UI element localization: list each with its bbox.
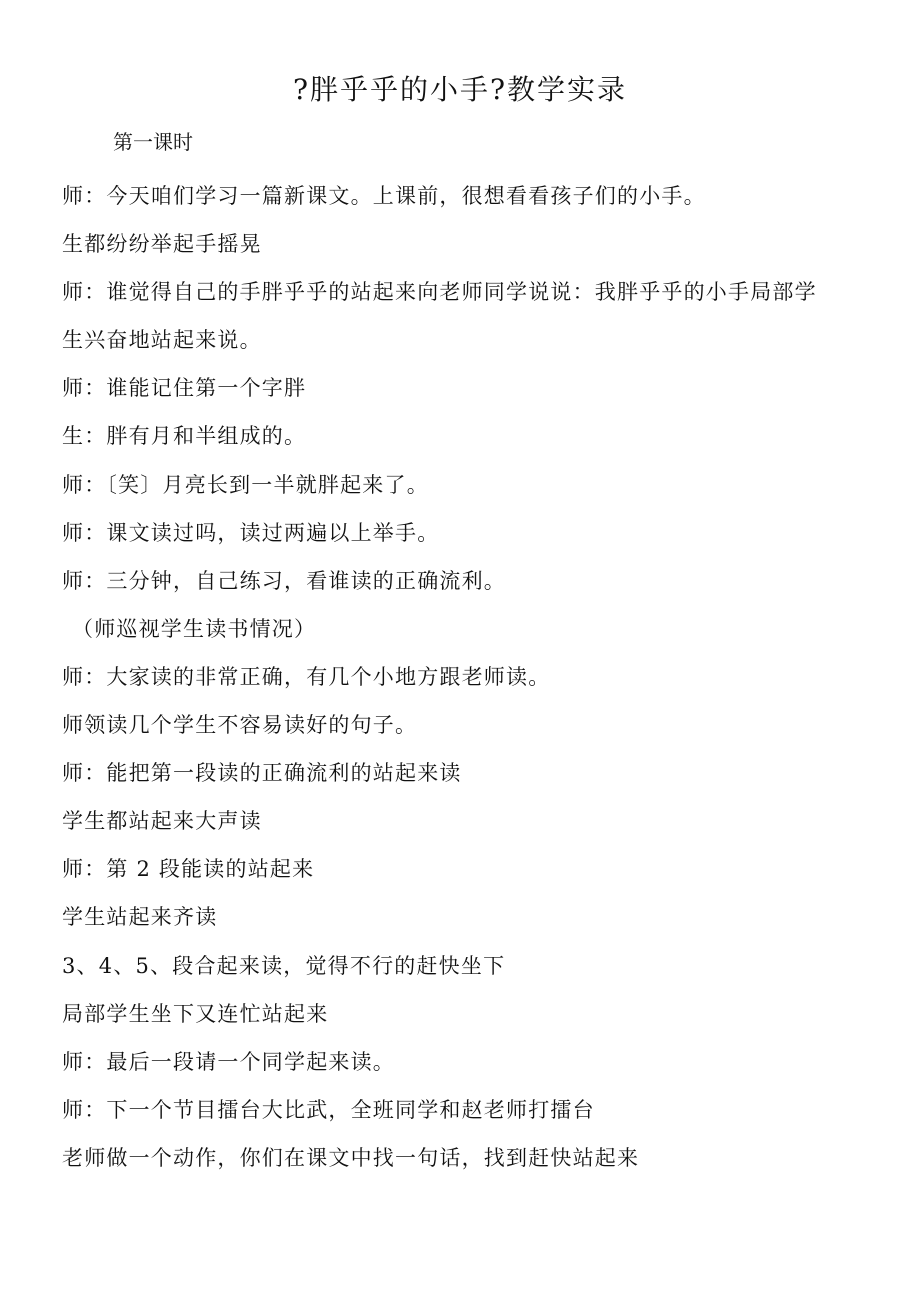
transcript-line: 师：能把第一段读的正确流利的站起来读: [62, 761, 462, 786]
transcript-line: 老师做一个动作，你们在课文中找一句话，找到赶快站起来: [62, 1145, 640, 1170]
transcript-line: 学生都站起来大声读: [62, 809, 262, 834]
transcript-line: （师巡视学生读书情况）: [72, 616, 317, 641]
transcript-line: 师：三分钟，自己练习，看谁读的正确流利。: [62, 568, 506, 593]
transcript-line: 生都纷纷举起手摇晃: [62, 232, 262, 257]
transcript-line: 师领读几个学生不容易读好的句子。: [62, 713, 418, 738]
transcript-body: [62, 180, 862, 1190]
transcript-line: 生：胖有月和半组成的。: [62, 424, 307, 449]
transcript-line: 师：今天咱们学习一篇新课文。上课前，很想看看孩子们的小手。: [62, 184, 706, 208]
transcript-line: 师：课文读过吗，读过两遍以上举手。: [62, 520, 440, 545]
transcript-line: 师：谁能记住第一个字胖: [62, 376, 307, 401]
transcript-line: 师：〔笑〕月亮长到一半就胖起来了。: [62, 472, 429, 497]
transcript-line: 师：第 2 段能读的站起来: [62, 857, 315, 882]
transcript-line: 师：最后一段请一个同学起来读。: [62, 1049, 395, 1074]
transcript-line: 学生站起来齐读: [62, 905, 218, 930]
transcript-line: 师：下一个节目擂台大比武，全班同学和赵老师打擂台: [62, 1097, 595, 1122]
lesson-period-label: 第一课时: [113, 130, 193, 154]
document-title: ?胖乎乎的小手?教学实录: [292, 73, 628, 106]
transcript-line: 师：谁觉得自己的手胖乎乎的站起来向老师同学说说：我胖乎乎的小手局部学: [62, 280, 817, 305]
transcript-line: 师：大家读的非常正确，有几个小地方跟老师读。: [62, 664, 551, 689]
transcript-line: 生兴奋地站起来说。: [62, 328, 262, 353]
transcript-line: 3、4、5、段合起来读，觉得不行的赶快坐下: [62, 953, 506, 978]
transcript-line: 局部学生坐下又连忙站起来: [62, 1001, 329, 1026]
